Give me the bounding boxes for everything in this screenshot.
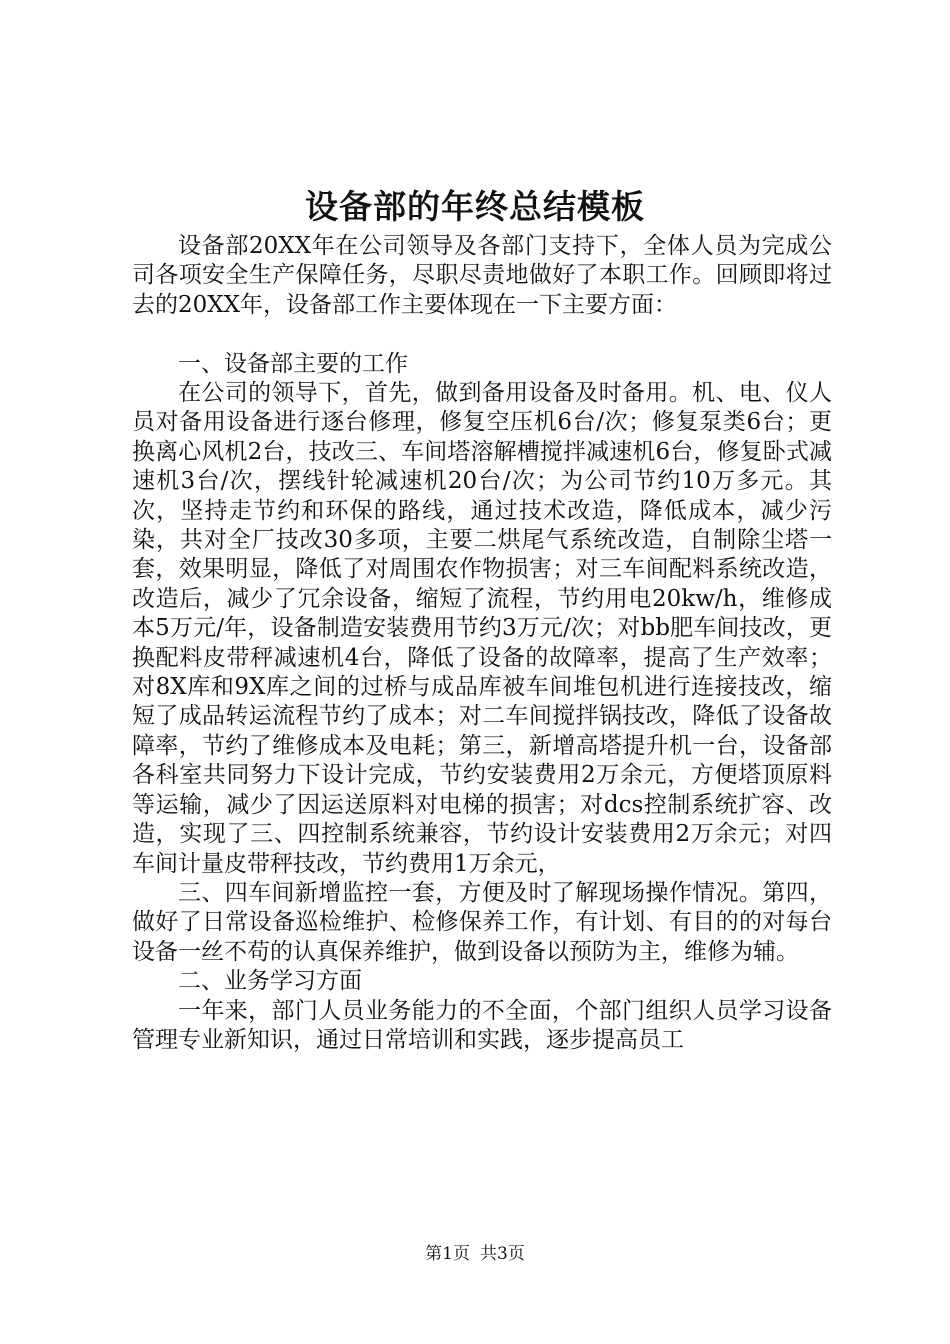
document-title: 设备部的年终总结模板 (305, 187, 645, 226)
page-number: 第1页 (425, 1244, 470, 1264)
page-total: 共3页 (480, 1244, 525, 1264)
intro-paragraph: 设备部20XX年在公司领导及各部门支持下，全体人员为完成公司各项安全生产保障任务，尽职尽责地做好了本职工作。回顾即将过去的20XX年，设备部工作主要体现在一下主要方面： (132, 233, 832, 318)
section-2-paragraph: 一年来，部门人员业务能力的不全面，个部门组织人员学习设备管理专业新知识，通过日常培训和实践，逐步提高员工 (132, 997, 832, 1053)
section-1-continuation: 三、四车间新增监控一套，方便及时了解现场操作情况。第四，做好了日常设备巡检维护、检修保养工作，有计划、有目的的对每台设备一丝不苟的认真保养维护，做到设备以预防为主，维修为辅。 (132, 879, 832, 965)
paragraph-spacer (132, 320, 832, 349)
page-footer (0, 1242, 950, 1266)
section-1-paragraph: 在公司的领导下，首先，做到备用设备及时备用。机、电、仪人员对备用设备进行逐台修理，修复空压机6台/次；修复泵类6台；更换离心风机2台，技改三、车间塔溶解槽搅拌减速机6台，修复卧式减速机3台/次，摆线针轮减速机20台/次；为公司节约10万多元。其次，坚持走节约和环保的路线，通过技术改造，降低成本，减少污染，共对全厂技改30多项，主要二烘尾气系统改造，自制除尘塔一套，效果明显，降低了对周围农作物损害；对三车间配料系统改造，改造后，减少了冗余设备，缩短了流程，节约用电20kw/h，维修成本5万元/年，设备制造安装费用节约3万元/次；对bb肥车间技改，更换配料皮带秤减速机4台，降低了设备的故障率，提高了生产效率；对8X库和9X库之间的过桥与成品库被车间堆包机进行连接技改，缩短了成品转运流程节约了成本；对二车间搅拌锅技改，降低了设备故障率，节约了维修成本及电耗；第三，新增高塔提升机一台，设备部各科室共同努力下设计完成，节约安装费用2万余元，方便塔顶原料等运输，减少了因运送原料对电梯的损害；对dcs控制系统扩容、改造，实现了三、四控制系统兼容，节约设计安装费用2万余元；对四车间计量皮带秤技改，节约费用1万余元， (132, 380, 832, 877)
document-body (132, 232, 832, 1055)
section-heading-2: 二、业务学习方面 (178, 968, 362, 995)
section-heading-1: 一、设备部主要的工作 (178, 350, 408, 377)
